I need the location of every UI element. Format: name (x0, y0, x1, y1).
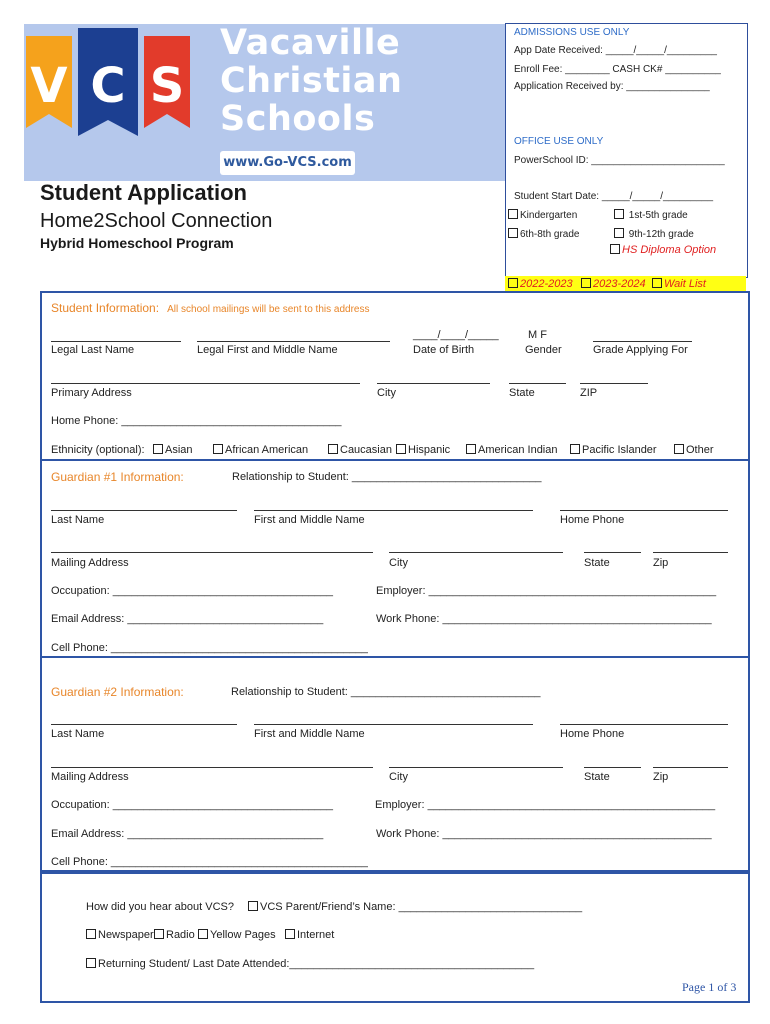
app-date-field[interactable]: App Date Received: _____/_____/_________ (514, 45, 717, 56)
home-phone-field[interactable]: Home Phone: ____________________________________ (51, 415, 342, 427)
checkbox[interactable] (508, 228, 518, 238)
grade-label: 6th-8th grade (520, 229, 580, 240)
checkbox[interactable] (652, 278, 662, 288)
year-2023-2024[interactable] (581, 278, 646, 290)
guardian2-city-input[interactable] (389, 767, 563, 768)
label-state: State (509, 387, 535, 399)
address-input[interactable] (51, 383, 360, 384)
guardian2-label-first: First and Middle Name (254, 728, 365, 740)
guardian1-mailing-input[interactable] (51, 552, 373, 553)
student-panel (40, 291, 750, 463)
guardian1-employer-field[interactable]: Employer: _______________________________________________ (376, 585, 717, 597)
checkbox[interactable] (581, 278, 591, 288)
grade-input[interactable] (593, 341, 692, 342)
label-dob: Date of Birth (413, 344, 475, 356)
program-name: Hybrid Homeschool Program (40, 235, 234, 251)
referral-radio[interactable] (154, 929, 195, 941)
zip-input[interactable] (580, 383, 648, 384)
label-last-name: Legal Last Name (51, 344, 135, 356)
guardian2-zip-input[interactable] (653, 767, 728, 768)
checkbox[interactable] (466, 444, 476, 454)
referral-option-label: Yellow Pages (210, 929, 276, 941)
checkbox[interactable] (570, 444, 580, 454)
ethnicity-label: Pacific Islander (582, 444, 657, 456)
school-name-line: Vacaville (220, 23, 401, 63)
start-date-field[interactable]: Student Start Date: _____/_____/_________ (514, 191, 714, 202)
guardian2-label-zip: Zip (653, 771, 669, 783)
referral-returning-label: Returning Student/ Last Date Attended:________________________________________ (98, 958, 535, 970)
grade-6-8[interactable] (508, 228, 580, 240)
page-number: Page 1 of 3 (682, 980, 737, 994)
checkbox[interactable] (86, 929, 96, 939)
svg-text:S: S (149, 58, 185, 114)
referral-option-label: Newspaper (98, 929, 154, 941)
ethnicity-pacific-islander[interactable] (570, 444, 657, 456)
checkbox[interactable] (610, 244, 620, 254)
checkbox[interactable] (614, 228, 624, 238)
student-heading: Student Information: (51, 301, 160, 315)
guardian1-phone-input[interactable] (560, 510, 728, 511)
ethnicity-label: Caucasian (340, 444, 392, 456)
referral-returning[interactable] (86, 958, 534, 970)
referral-newspaper[interactable] (86, 929, 154, 941)
guardian1-last-input[interactable] (51, 510, 237, 511)
svg-text:C: C (90, 58, 126, 114)
guardian1-label-city: City (389, 557, 408, 569)
grade-label: 9th-12th grade (628, 229, 694, 240)
guardian1-label-mailing: Mailing Address (51, 557, 129, 569)
guardian1-cell-field[interactable]: Cell Phone: __________________________________________ (51, 642, 368, 654)
label-grade: Grade Applying For (593, 344, 688, 356)
guardian2-label-mailing: Mailing Address (51, 771, 129, 783)
checkbox[interactable] (614, 209, 624, 219)
office-heading: OFFICE USE ONLY (514, 136, 604, 147)
app-received-field[interactable]: Application Received by: _______________ (514, 81, 710, 92)
guardian1-label-zip: Zip (653, 557, 669, 569)
guardian2-label-home-phone: Home Phone (560, 728, 625, 740)
hs-diploma-option[interactable] (610, 244, 716, 256)
guardian2-cell-field[interactable]: Cell Phone: __________________________________________ (51, 856, 368, 868)
guardian1-zip-input[interactable] (653, 552, 728, 553)
guardian2-employer-field[interactable]: Employer: _______________________________________________ (375, 799, 716, 811)
ethnicity-label: Other (686, 444, 714, 456)
referral-yellow-pages[interactable] (198, 929, 276, 941)
website-url[interactable]: www.Go-VCS.com (220, 151, 355, 175)
checkbox[interactable] (213, 444, 223, 454)
guardian1-city-input[interactable] (389, 552, 563, 553)
referral-option-label: Radio (166, 929, 195, 941)
page-title: Student Application (40, 180, 247, 205)
school-name-line: Christian (220, 61, 403, 101)
school-name (220, 24, 402, 138)
guardian2-first-input[interactable] (254, 724, 533, 725)
year-label: Wait List (664, 278, 706, 290)
dob-input[interactable]: ____/____/_____ (413, 329, 499, 341)
checkbox[interactable] (508, 278, 518, 288)
guardian2-email-field[interactable]: Email Address: ________________________________ (51, 828, 324, 840)
page-subtitle: Home2School Connection (40, 210, 273, 232)
guardian1-state-input[interactable] (584, 552, 641, 553)
ethnicity-label: Asian (165, 444, 193, 456)
checkbox[interactable] (396, 444, 406, 454)
guardian2-label-last: Last Name (51, 728, 105, 740)
year-label: 2023-2024 (593, 278, 646, 290)
ethnicity-african-american[interactable] (213, 444, 308, 456)
grade-kindergarten[interactable] (508, 209, 577, 221)
referral-question: How did you hear about VCS? (86, 901, 234, 913)
guardian1-occupation-field[interactable]: Occupation: ____________________________________ (51, 585, 333, 597)
label-zip: ZIP (580, 387, 598, 399)
guardian2-occupation-field[interactable]: Occupation: ____________________________________ (51, 799, 333, 811)
label-first-name: Legal First and Middle Name (197, 344, 338, 356)
referral-internet[interactable] (285, 929, 334, 941)
checkbox[interactable] (328, 444, 338, 454)
grade-label: 1st-5th grade (628, 210, 688, 221)
ethnicity-label: American Indian (478, 444, 558, 456)
guardian2-heading: Guardian #2 Information: (51, 685, 184, 699)
wait-list[interactable] (652, 278, 706, 290)
state-input[interactable] (509, 383, 566, 384)
grade-9-12[interactable] (614, 228, 694, 240)
guardian1-label-last: Last Name (51, 514, 105, 526)
guardian1-relationship-field[interactable]: Relationship to Student: _______________________________ (232, 471, 542, 483)
guardian1-label-first: First and Middle Name (254, 514, 365, 526)
guardian1-heading: Guardian #1 Information: (51, 470, 184, 484)
referral-parent-friend[interactable] (248, 901, 582, 913)
student-note: All school mailings will be sent to this address (167, 304, 370, 315)
ethnicity-other[interactable] (674, 444, 714, 456)
ethnicity-caucasian[interactable] (328, 444, 392, 456)
year-label: 2022-2023 (520, 278, 573, 290)
guardian2-last-input[interactable] (51, 724, 237, 725)
year-2022-2023[interactable] (508, 278, 573, 290)
guardian1-label-state: State (584, 557, 610, 569)
checkbox[interactable] (198, 929, 208, 939)
label-gender: Gender (525, 344, 562, 356)
last-name-input[interactable] (51, 341, 181, 342)
student-heading-row (51, 301, 369, 315)
guardian2-label-state: State (584, 771, 610, 783)
label-address: Primary Address (51, 387, 132, 399)
checkbox[interactable] (285, 929, 295, 939)
first-name-input[interactable] (197, 341, 390, 342)
powerschool-field[interactable]: PowerSchool ID: ________________________ (514, 155, 725, 166)
checkbox[interactable] (86, 958, 96, 968)
guardian2-work-phone-field[interactable]: Work Phone: ____________________________________________ (376, 828, 712, 840)
ethnicity-asian[interactable] (153, 444, 193, 456)
grade-label: Kindergarten (520, 210, 578, 221)
checkbox[interactable] (248, 901, 258, 911)
gender-options[interactable]: M F (528, 329, 547, 341)
referral-option-label: Internet (297, 929, 335, 941)
label-city: City (377, 387, 396, 399)
guardian1-work-phone-field[interactable]: Work Phone: ____________________________________________ (376, 613, 712, 625)
ethnicity-label: Hispanic (408, 444, 451, 456)
guardian2-state-input[interactable] (584, 767, 641, 768)
ethnicity-hispanic[interactable] (396, 444, 450, 456)
city-input[interactable] (377, 383, 490, 384)
checkbox[interactable] (674, 444, 684, 454)
svg-text:V: V (30, 58, 68, 114)
checkbox[interactable] (153, 444, 163, 454)
ethnicity-american-indian[interactable] (466, 444, 558, 456)
school-name-line: Schools (220, 99, 376, 139)
guardian1-label-home-phone: Home Phone (560, 514, 625, 526)
hs-diploma-label: HS Diploma Option (622, 244, 717, 256)
referral-parent-friend-label: VCS Parent/Friend’s Name: ______________________________ (260, 901, 583, 913)
vcs-logo (26, 28, 190, 146)
admissions-heading: ADMISSIONS USE ONLY (514, 27, 630, 38)
label-ethnicity: Ethnicity (optional): (51, 444, 145, 456)
grade-1-5[interactable] (614, 209, 688, 221)
enroll-fee-field[interactable]: Enroll Fee: ________ CASH CK# __________ (514, 64, 721, 75)
checkbox[interactable] (154, 929, 164, 939)
guardian2-label-city: City (389, 771, 408, 783)
checkbox[interactable] (508, 209, 518, 219)
ethnicity-label: African American (225, 444, 309, 456)
guardian1-first-input[interactable] (254, 510, 533, 511)
guardian2-phone-input[interactable] (560, 724, 728, 725)
guardian2-mailing-input[interactable] (51, 767, 373, 768)
guardian1-email-field[interactable]: Email Address: ________________________________ (51, 613, 324, 625)
guardian2-relationship-field[interactable]: Relationship to Student: _______________________________ (231, 686, 541, 698)
